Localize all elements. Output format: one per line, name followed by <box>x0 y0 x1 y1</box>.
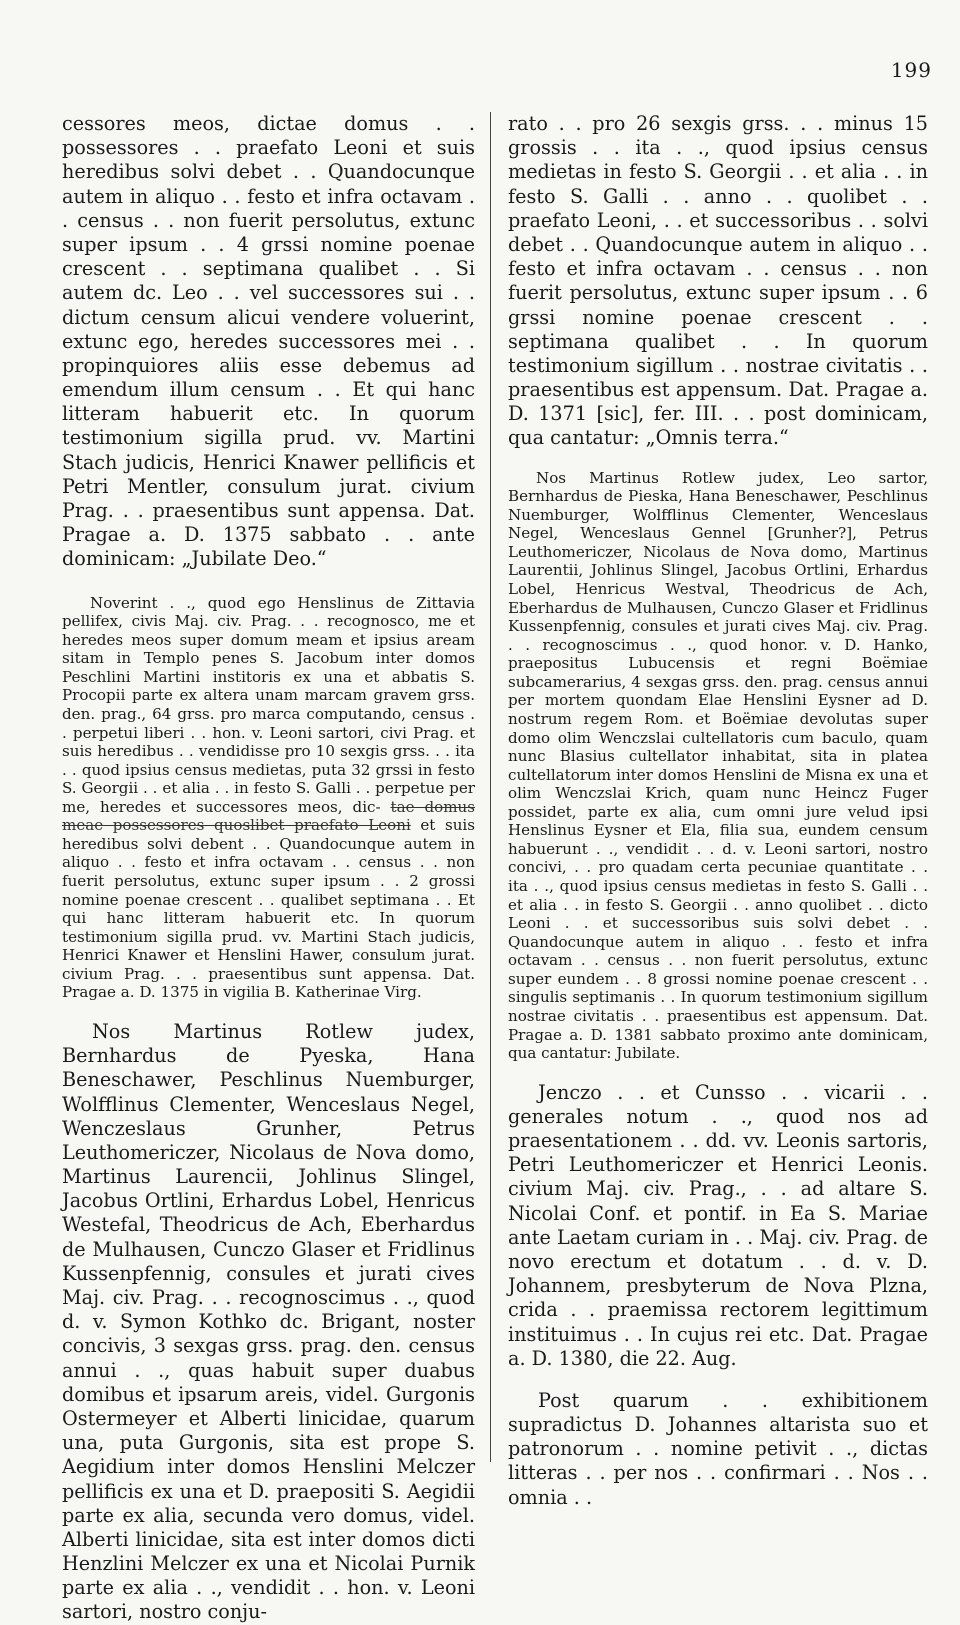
left-paragraph-2 <box>62 594 475 1002</box>
right-paragraph-1: rato . . pro 26 sexgis grss. . . minus 15 grossis . . ita . ., quod ipsius census medietas in festo S. Georgii . . et alia . . in festo S. Galli . . anno . . quolibet . . praefato Leoni, . . et successoribus . . solvi debet . . Quandocunque autem in aliquo . . festo et infra octavam . . census . . non fuerit persolutus, extunc super ipsum . . 6 grssi nomine poenae crescent . . septimana qualibet . . In quorum testimonium sigillum . . nostrae civitatis . . praesentibus est appensum. Dat. Pragae a. D. 1371 [sic], fer. III. . . post dominicam, qua cantatur: „Omnis terra.“ <box>508 112 928 450</box>
right-paragraph-3: Jenczo . . et Cunsso . . vicarii . . generales notum . ., quod nos ad praesentationem . . dd. vv. Leonis sartoris, Petri Leuthomericzer et Henrici Leonis. civium Maj. civ. Prag., . . ad altare S. Nicolai Conf. et pontif. in Ea S. Mariae ante Laetam curiam in . . Maj. civ. Prag. de novo erectum et dotatum . . d. v. D. Johannem, presbyterum de Nova Plzna, crida . . praemissa rectorem legittimum instituimus . . In cujus rei etc. Dat. Pragae a. D. 1380, die 22. Aug. <box>508 1080 928 1370</box>
right-paragraph-2: Nos Martinus Rotlew judex, Leo sartor, Bernhardus de Pieska, Hana Beneschawer, Peschlinus Nuemburger, Wolfflinus Clementer, Wenceslaus Negel, Wenceslaus Gennel [Grunher?], Petrus Leuthomericzer, Nicolaus de Nova domo, Martinus Laurentii, Johlinus Slingel, Jacobus Ortlini, Erhardus Lobel, Henricus Westval, Theodricus de Ach, Eberhardus de Mulhausen, Cunczo Glaser et Fridlinus Kussenpfennig, consules et jurati cives Maj. civ. Prag. . . recognoscimus . ., quod honor. v. D. Hanko, praepositus Lubucensis et regni Boëmiae subcamerarius, 4 sexgas grss. den. prag. census annui per mortem quondam Elae Henslini Eysner ad D. nostrum regem Rom. et Boëmiae devolutas super domo olim Wenczslai cultellatoris cum baculo, quam nunc Blasius cultellator inhabitat, sita in platea cultellatorum inter domos Henslini de Misna ex una et olim Wenczslai Krich, quam nunc Heincz Fuger possidet, parte ex alia, cum omni jure velud ipsi Henslinus Eysner et Ela, filia sua, eundem censum habuerunt . ., vendidit . . d. v. Leoni sartori, nostro concivi, . . pro quadam certa pecuniae quantitate . . ita . ., quod ipsius census medietas in festo S. Galli . . et alia . . in festo S. Georgii . . anno quolibet . . dicto Leoni . . et successoribus suis solvi debet . . Quandocunque autem in aliquo . . festo et infra octavam . . census . . non fuerit persolutus, extunc super eundem . . 8 grossi nomine poenae crescent . . singulis septimanis . . In quorum testimonium sigillum nostrae civitatis . . praesentibus est appensum. Dat. Pragae a. D. 1381 sabbato proximo ante dominicam, qua cantatur: Jubilate. <box>508 468 928 1063</box>
left-paragraph-2-text: Noverint . ., quod ego Henslinus de Zittavia pellifex, civis Maj. civ. Prag. . . recognosco, me et heredes meos super domum meam et ipsius aream sitam in Templo penes S. Jacobum inter domos Peschlini Martini institoris ex una et abbatis S. Procopii parte ex altera unam marcam gravem grss. den. prag., 64 grss. pro marca computando, census . . perpetui liberi . . hon. v. Leoni sartori, civi Prag. et suis heredibus . . vendidisse pro 10 sexgis grss. . . ita . . quod ipsius census medietas, puta 32 grssi in festo S. Georgii . . et alia . . in festo S. Galli . . perpetue per me, heredes et successores meos, dic- <box>62 593 475 816</box>
right-column <box>508 112 928 1510</box>
column-divider <box>490 112 491 1462</box>
page-number: 199 <box>890 58 932 82</box>
right-paragraph-4: Post quarum . . exhibitionem supradictus D. Johannes altarista suo et patronorum . . nomine petivit . ., dictas litteras . . per nos . . confirmari . . Nos . . omnia . . <box>508 1388 928 1509</box>
left-paragraph-2-rest: et suis heredibus solvi debent . . Quandocunque autem in aliquo . . festo et infra octavam . . census . . non fuerit persolutus, extunc super ipsum . . 2 grossi nomine poenae crescent . . qualibet septimana . . Et qui hanc litteram habuerit etc. In quorum testimonium sigilla prud. vv. Martini Stach judicis, Henrici Knawer et Henslini Hawer, consulum jurat. civium Prag. . . praesentibus sunt appensa. Dat. Pragae a. D. 1375 in vigilia B. Katherinae Virg. <box>62 816 475 1002</box>
left-paragraph-3: Nos Martinus Rotlew judex, Bernhardus de Pyeska, Hana Beneschawer, Peschlinus Nuemburger, Wolfflinus Clementer, Wenceslaus Negel, Wenczeslaus Grunher, Petrus Leuthomericzer, Nicolaus de Nova domo, Martinus Laurencii, Johlinus Slingel, Jacobus Ortlini, Erhardus Lobel, Henricus Westefal, Theodricus de Ach, Eberhardus de Mulhausen, Cunczo Glaser et Fridlinus Kussenpfennig, consules et jurati cives Maj. civ. Prag. . . recognoscimus . ., quod d. v. Symon Kothko dc. Brigant, noster concivis, 3 sexgas grss. prag. den. census annui . ., quas habuit super duabus domibus et ipsarum areis, videl. Gurgonis Ostermeyer et Alberti linicidae, quarum una, puta Gurgonis, sita est prope S. Aegidium inter domos Henslini Melczer pellificis ex una et D. praepositi S. Aegidii parte ex alia, secunda vero domus, videl. Alberti linicidae, sita est inter domos dicti Henzlini Melczer ex una et Nicolai Purnik parte ex alia . ., vendidit . . hon. v. Leoni sartori, nostro conju- <box>62 1019 475 1624</box>
left-paragraph-2-struck: tae domus meae possessores quoslibet praefato Leoni <box>62 797 475 835</box>
left-column <box>62 112 475 1625</box>
left-paragraph-1: cessores meos, dictae domus . . possessores . . praefato Leoni et suis heredibus solvi debet . . Quandocunque autem in aliquo . . festo et infra octavam . . census . . non fuerit persolutus, extunc super ipsum . . 4 grssi nomine poenae crescent . . septimana qualibet . . Si autem dc. Leo . . vel successores sui . . dictum censum alicui vendere voluerint, extunc ego, heredes successores mei . . propinquiores aliis esse debemus ad emendum illum censum . . Et qui hanc litteram habuerit etc. In quorum testimonium sigilla prud. vv. Martini Stach judicis, Henrici Knawer pellificis et Petri Mentler, consulum jurat. civium Prag. . . praesentibus sunt appensa. Dat. Pragae a. D. 1375 sabbato . . ante dominicam: „Jubilate Deo.“ <box>62 112 475 571</box>
